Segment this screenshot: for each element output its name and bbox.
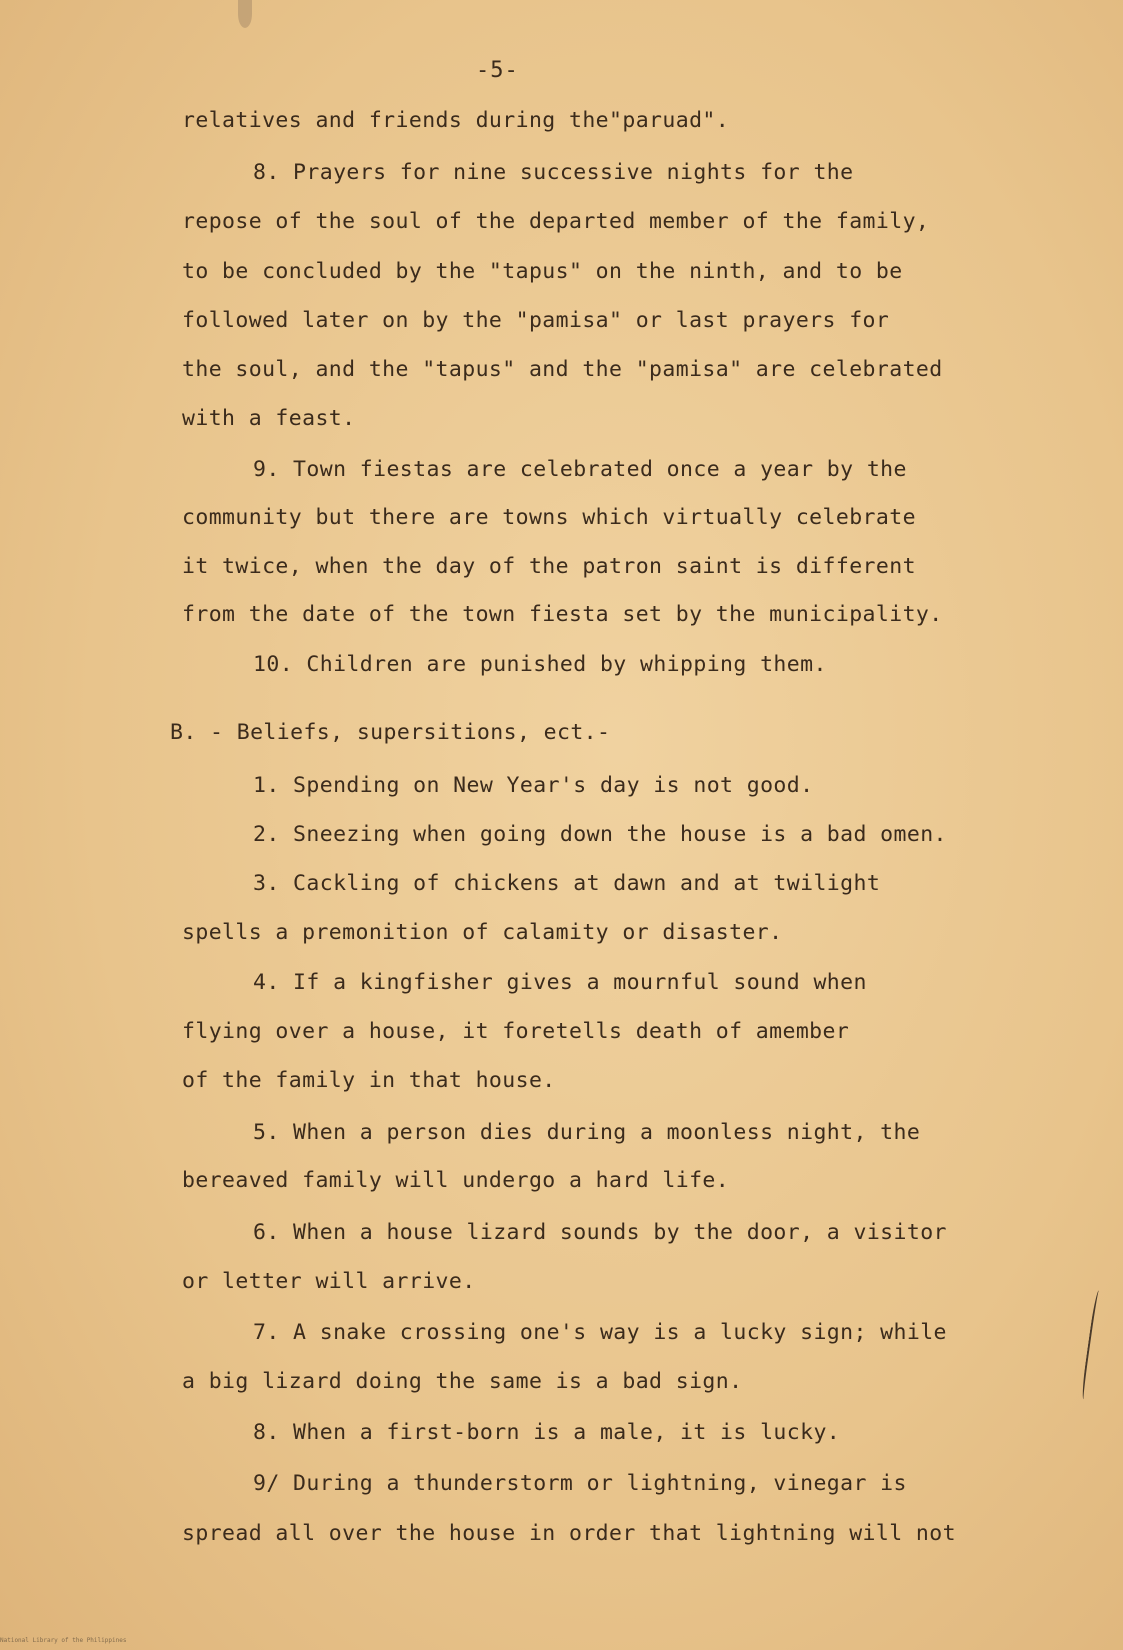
text-line: from the date of the town fiesta set by the municipality. <box>182 602 943 627</box>
paper-stain <box>238 0 252 28</box>
text-line: spells a premonition of calamity or disaster. <box>182 920 783 945</box>
text-line: 10. Children are punished by whipping them. <box>253 652 827 677</box>
text-line: repose of the soul of the departed member of the family, <box>182 209 930 234</box>
text-line: flying over a house, it foretells death of amember <box>182 1019 850 1044</box>
text-line: with a feast. <box>182 406 356 431</box>
text-line: 2. Sneezing when going down the house is a bad omen. <box>253 822 947 847</box>
page-number: -5- <box>476 58 519 83</box>
text-line: the soul, and the "tapus" and the "pamisa" are celebrated <box>182 357 943 382</box>
text-line: 8. When a first-born is a male, it is lucky. <box>253 1420 841 1445</box>
text-line: to be concluded by the "tapus" on the ninth, and to be <box>182 259 903 284</box>
text-line: spread all over the house in order that lightning will not <box>182 1521 956 1546</box>
text-line: 4. If a kingfisher gives a mournful sound when <box>253 970 867 995</box>
text-line: 9. Town fiestas are celebrated once a year by the <box>253 457 907 482</box>
text-line: 8. Prayers for nine successive nights for the <box>253 160 854 185</box>
text-line: community but there are towns which virtually celebrate <box>182 505 916 530</box>
text-line: of the family in that house. <box>182 1068 556 1093</box>
text-line: bereaved family will undergo a hard life. <box>182 1168 730 1193</box>
text-line: a big lizard doing the same is a bad sign. <box>182 1369 743 1394</box>
text-line: 9/ During a thunderstorm or lightning, vinegar is <box>253 1471 907 1496</box>
text-line: it twice, when the day of the patron saint is different <box>182 554 916 579</box>
margin-pen-mark <box>1080 1290 1103 1400</box>
text-line: 5. When a person dies during a moonless night, the <box>253 1120 921 1145</box>
text-line: or letter will arrive. <box>182 1269 476 1294</box>
section-heading: B. - Beliefs, supersitions, ect.- <box>170 720 611 745</box>
text-line: 3. Cackling of chickens at dawn and at twilight <box>253 871 881 896</box>
text-line: 6. When a house lizard sounds by the door, a visitor <box>253 1220 947 1245</box>
text-line: relatives and friends during the"paruad". <box>182 108 730 133</box>
text-line: 7. A snake crossing one's way is a lucky sign; while <box>253 1320 947 1345</box>
archive-footer: National Library of the Philippines <box>0 1637 127 1644</box>
text-line: followed later on by the "pamisa" or last prayers for <box>182 308 890 333</box>
text-line: 1. Spending on New Year's day is not good. <box>253 773 814 798</box>
